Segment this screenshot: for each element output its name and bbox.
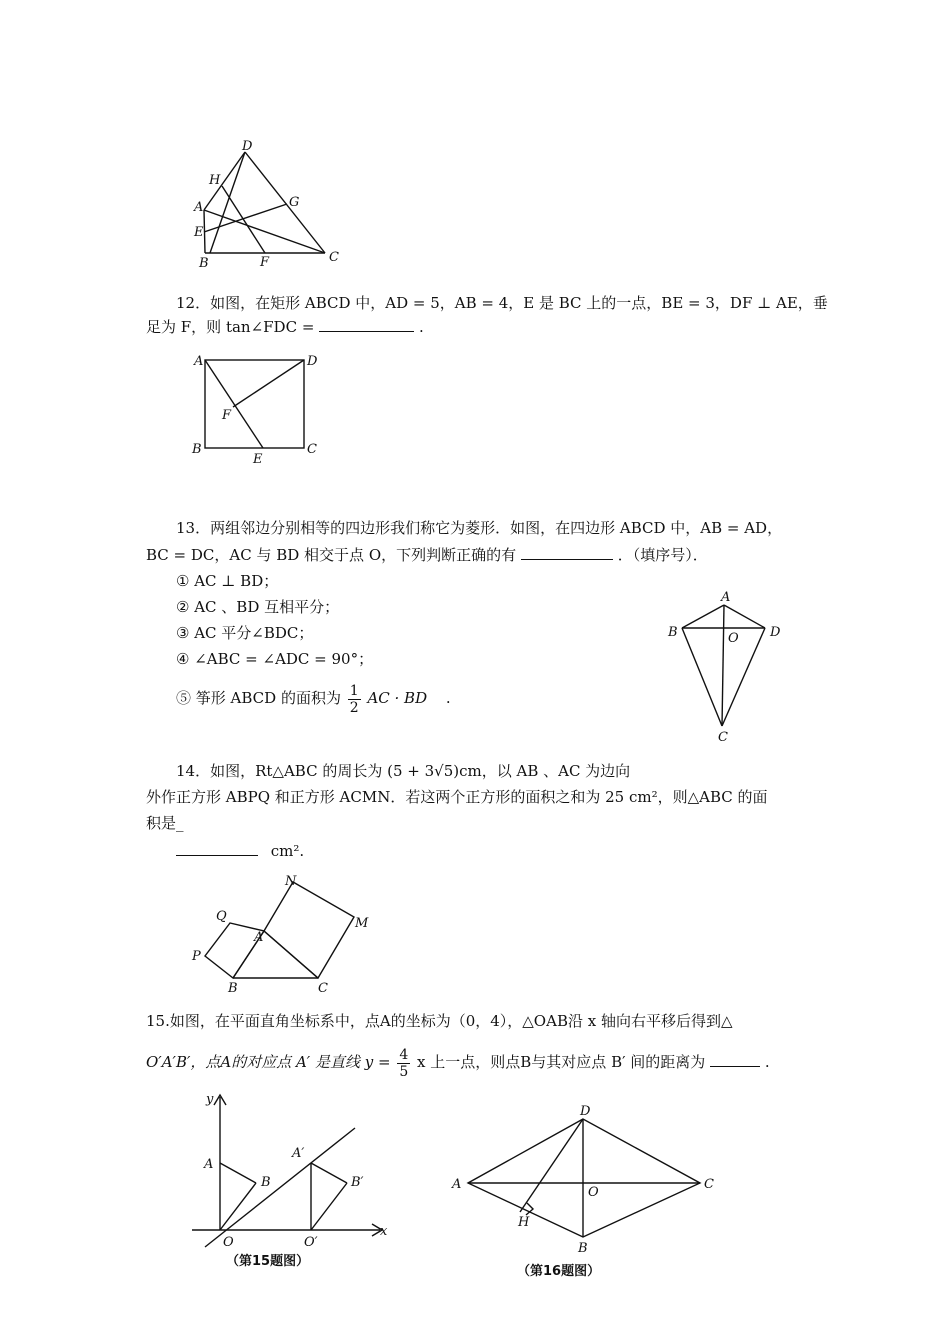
q14-answer-blank[interactable] [176, 841, 258, 856]
fig16-label-B: B [578, 1241, 588, 1256]
fig15-label-O-prime: O′ [304, 1235, 318, 1250]
figure-13 [0, 580, 950, 750]
q13-line2 [146, 544, 708, 566]
fig13-label-A: A [721, 590, 731, 605]
q13-opt5-suffix: AC · BD [367, 689, 428, 707]
fig16-label-A: A [452, 1177, 462, 1192]
q15-answer-blank[interactable] [710, 1052, 760, 1067]
fig12-label-D: D [307, 354, 318, 369]
q13-line2-prefix: BC = DC，AC 与 BD 相交于点 O，下列判断正确的有 [146, 546, 517, 564]
fig12-label-B: B [192, 442, 202, 457]
q15-frac-den: 5 [399, 1063, 409, 1080]
q15-fraction [397, 1047, 410, 1080]
figure-16 [420, 1095, 740, 1295]
fig11-label-B: B [199, 256, 209, 271]
fig15-label-B-prime: B′ [351, 1175, 364, 1190]
fig16-label-O: O [588, 1185, 599, 1200]
q13-option-4: ④ ∠ABC = ∠ADC = 90°； [176, 650, 374, 668]
q12-line2-suffix: . [418, 318, 424, 336]
fig12-label-A: A [194, 354, 204, 369]
q13-answer-blank[interactable] [521, 545, 613, 560]
fig13-label-O: O [728, 631, 739, 646]
fig12-label-C: C [307, 442, 317, 457]
fig14-label-B: B [228, 981, 238, 996]
fig14-label-M: M [355, 916, 369, 931]
q13-opt5-prefix: ⑤ 筝形 ABCD 的面积为 [176, 689, 341, 707]
figure-14 [0, 860, 950, 1000]
fig15-label-x: x [380, 1224, 388, 1239]
fig11-label-H: H [209, 173, 221, 188]
q13-opt5-num: 1 [349, 682, 359, 699]
q14-line2: 外作正方形 ABPQ 和正方形 ACMN．若这两个正方形的面积之和为 25 cm²，则△ABC 的面 [146, 788, 768, 806]
q14-line3: 积是_ [146, 814, 184, 832]
fig15-caption: （第15题图） [226, 1254, 310, 1269]
fig16-label-D: D [580, 1104, 591, 1119]
fig16-label-H: H [518, 1215, 530, 1230]
figure-12 [0, 340, 950, 470]
fig14-label-P: P [192, 949, 201, 964]
q13-opt5-den: 2 [349, 699, 359, 716]
fig15-label-O: O [223, 1235, 234, 1250]
fig14-label-Q: Q [216, 909, 227, 924]
figure-11 [0, 0, 950, 280]
fig11-label-A: A [194, 200, 204, 215]
fig15-label-A-prime: A′ [292, 1146, 305, 1161]
fig15-label-B: B [261, 1175, 271, 1190]
fig13-label-C: C [718, 730, 728, 745]
fig11-label-D: D [242, 139, 253, 154]
q14-line4 [176, 840, 304, 862]
q15-line2-end: . [764, 1053, 770, 1071]
q14-unit: cm². [270, 842, 305, 860]
q15-frac-num: 4 [399, 1046, 409, 1063]
fig12-label-E: E [253, 452, 263, 467]
q13-line2-suffix: ．（填序号）． [617, 546, 708, 564]
q15-line1: 15.如图，在平面直角坐标系中，点A的坐标为（0，4），△OAB沿 x 轴向右平移后得到△ [146, 1012, 733, 1030]
figure-15 [0, 1085, 420, 1285]
q13-option-1: ① AC ⊥ BD； [176, 572, 279, 590]
q13-option-3: ③ AC 平分∠BDC； [176, 624, 314, 642]
fig15-label-A: A [204, 1157, 214, 1172]
q13-opt5-end: . [445, 689, 451, 707]
fig15-label-y: y [206, 1092, 214, 1107]
q15-line2-mid: x 上一点，则点B与其对应点 B′ 间的距离为 [417, 1053, 706, 1071]
fig14-label-C: C [318, 981, 328, 996]
fig14-label-N: N [285, 874, 297, 889]
q14-line1: 14．如图，Rt△ABC 的周长为 (5 + 3√5)cm，以 AB 、AC 为边向 [176, 762, 631, 780]
fig11-label-C: C [329, 250, 339, 265]
fig13-label-D: D [770, 625, 781, 640]
q12-line2 [146, 316, 424, 338]
fig11-label-F: F [260, 255, 270, 270]
q13-option-2: ② AC 、BD 互相平分； [176, 598, 340, 616]
fig11-label-G: G [289, 195, 300, 210]
fig16-caption: （第16题图） [517, 1264, 601, 1279]
fig11-label-E: E [194, 225, 204, 240]
fig13-label-B: B [668, 625, 678, 640]
q13-line1: 13．两组邻边分别相等的四边形我们称它为菱形．如图，在四边形 ABCD 中，AB = AD， [176, 519, 783, 537]
fig14-label-A: A [254, 930, 264, 945]
q12-answer-blank[interactable] [319, 317, 414, 332]
fig16-label-C: C [704, 1177, 714, 1192]
fig12-label-F: F [222, 408, 232, 423]
q15-line2-prefix: O′A′B′，点A的对应点 A′ 是直线 y = [146, 1053, 391, 1071]
q12-line1: 12．如图，在矩形 ABCD 中，AD = 5，AB = 4，E 是 BC 上的一点，BE = 3，DF ⊥ AE，垂 [176, 294, 828, 312]
q12-line2-prefix: 足为 F，则 tan∠FDC = [146, 318, 315, 336]
q15-line2 [146, 1042, 770, 1082]
